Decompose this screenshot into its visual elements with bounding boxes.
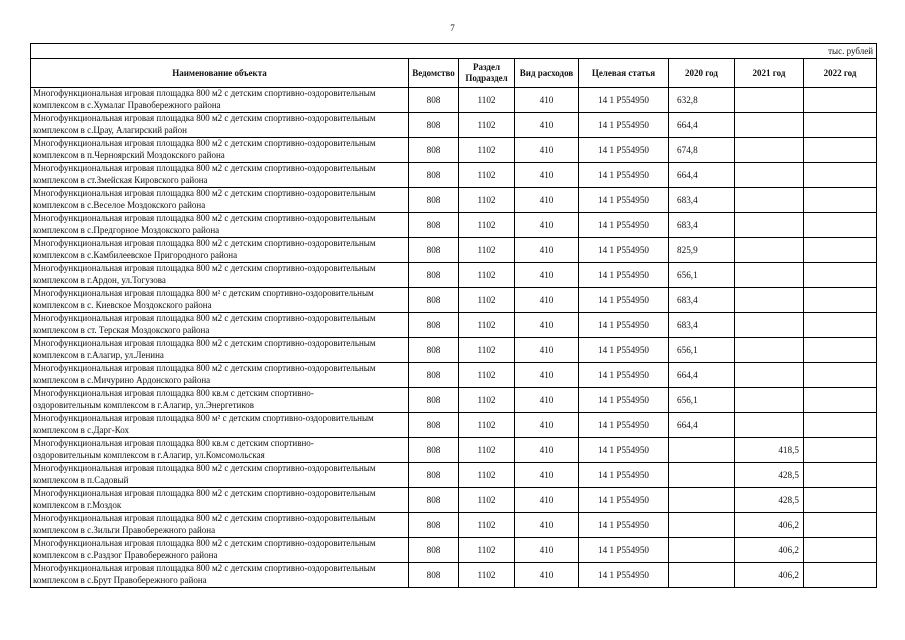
- cell-department: 808: [409, 138, 459, 163]
- cell-2021: [735, 338, 804, 363]
- cell-2022: [804, 163, 877, 188]
- cell-2021: [735, 213, 804, 238]
- cell-section: 1102: [459, 488, 515, 513]
- cell-2022: [804, 238, 877, 263]
- header-department: Ведомство: [409, 59, 459, 88]
- cell-2021: 418,5: [735, 438, 804, 463]
- table-row: [31, 338, 877, 363]
- cell-department: 808: [409, 163, 459, 188]
- table-row: [31, 413, 877, 438]
- cell-name: Многофункциональная игровая площадка 800 кв.м с детским спортивно- оздоровительным комплексом в г.Алагир, ул.Комсомольская: [31, 438, 409, 463]
- cell-2022: [804, 388, 877, 413]
- cell-2022: [804, 188, 877, 213]
- table-row: [31, 188, 877, 213]
- cell-section: 1102: [459, 213, 515, 238]
- cell-name: Многофункциональная игровая площадка 800 м2 с детским спортивно-оздоровительным комплексом в г.Алагир, ул.Ленина: [31, 338, 409, 363]
- cell-section: 1102: [459, 88, 515, 113]
- cell-expense-type: 410: [515, 563, 579, 588]
- cell-2021: [735, 88, 804, 113]
- cell-name: Многофункциональная игровая площадка 800 м2 с детским спортивно-оздоровительным комплексом в с.Предгорное Моздокского района: [31, 213, 409, 238]
- table-row: [31, 513, 877, 538]
- cell-name: Многофункциональная игровая площадка 800 м2 с детским спортивно-оздоровительным комплексом в г.Моздок: [31, 488, 409, 513]
- cell-department: 808: [409, 338, 459, 363]
- budget-table: [30, 43, 877, 588]
- cell-2020: [669, 488, 735, 513]
- cell-name: Многофункциональная игровая площадка 800 м² с детским спортивно-оздоровительным комплексом в с. Киевское Моздокского района: [31, 288, 409, 313]
- cell-2020: 825,9: [669, 238, 735, 263]
- cell-expense-type: 410: [515, 488, 579, 513]
- cell-2020: 683,4: [669, 188, 735, 213]
- cell-target-article: 14 1 P554950: [579, 438, 669, 463]
- cell-name: Многофункциональная игровая площадка 800 м2 с детским спортивно-оздоровительным комплексом в с.Црау, Алагирский район: [31, 113, 409, 138]
- cell-2022: [804, 538, 877, 563]
- cell-2022: [804, 288, 877, 313]
- cell-target-article: 14 1 P554950: [579, 363, 669, 388]
- header-2022: 2022 год: [804, 59, 877, 88]
- table-row: [31, 388, 877, 413]
- cell-section: 1102: [459, 238, 515, 263]
- cell-2020: 656,1: [669, 263, 735, 288]
- cell-2022: [804, 563, 877, 588]
- cell-department: 808: [409, 263, 459, 288]
- cell-name: Многофункциональная игровая площадка 800 м2 с детским спортивно-оздоровительным комплексом в с.Хумалаг Правобережного района: [31, 88, 409, 113]
- cell-section: 1102: [459, 563, 515, 588]
- cell-name: Многофункциональная игровая площадка 800 м2 с детским спортивно-оздоровительным комплексом в с.Брут Правобережного района: [31, 563, 409, 588]
- cell-2021: [735, 113, 804, 138]
- cell-department: 808: [409, 288, 459, 313]
- cell-2021: [735, 288, 804, 313]
- cell-section: 1102: [459, 438, 515, 463]
- cell-name: Многофункциональная игровая площадка 800 м2 с детским спортивно-оздоровительным комплексом в с.Раздзог Правобережного района: [31, 538, 409, 563]
- cell-department: 808: [409, 463, 459, 488]
- cell-department: 808: [409, 363, 459, 388]
- header-2020: 2020 год: [669, 59, 735, 88]
- cell-2020: [669, 513, 735, 538]
- header-row: [31, 59, 877, 88]
- cell-department: 808: [409, 438, 459, 463]
- cell-2022: [804, 138, 877, 163]
- cell-name: Многофункциональная игровая площадка 800 м2 с детским спортивно-оздоровительным комплексом в г.Ардон, ул.Тогузова: [31, 263, 409, 288]
- table-row: [31, 463, 877, 488]
- cell-2022: [804, 488, 877, 513]
- cell-department: 808: [409, 488, 459, 513]
- cell-department: 808: [409, 88, 459, 113]
- cell-2022: [804, 263, 877, 288]
- table-row: [31, 488, 877, 513]
- cell-target-article: 14 1 P554950: [579, 313, 669, 338]
- cell-department: 808: [409, 538, 459, 563]
- cell-expense-type: 410: [515, 263, 579, 288]
- cell-2020: [669, 563, 735, 588]
- cell-section: 1102: [459, 463, 515, 488]
- cell-2022: [804, 213, 877, 238]
- cell-2021: [735, 138, 804, 163]
- table-row: [31, 538, 877, 563]
- cell-expense-type: 410: [515, 188, 579, 213]
- cell-2020: [669, 463, 735, 488]
- cell-expense-type: 410: [515, 338, 579, 363]
- cell-2021: [735, 188, 804, 213]
- cell-2021: 428,5: [735, 463, 804, 488]
- cell-section: 1102: [459, 338, 515, 363]
- cell-expense-type: 410: [515, 238, 579, 263]
- cell-name: Многофункциональная игровая площадка 800 м² с детским спортивно-оздоровительным комплексом в с.Дарг-Кох: [31, 413, 409, 438]
- cell-target-article: 14 1 P554950: [579, 163, 669, 188]
- cell-2020: 664,4: [669, 413, 735, 438]
- cell-name: Многофункциональная игровая площадка 800 м2 с детским спортивно-оздоровительным комплексом в с.Веселое Моздокского района: [31, 188, 409, 213]
- cell-target-article: 14 1 P554950: [579, 238, 669, 263]
- units-row: [31, 44, 877, 59]
- cell-section: 1102: [459, 313, 515, 338]
- cell-2022: [804, 338, 877, 363]
- cell-expense-type: 410: [515, 363, 579, 388]
- header-target-article: Целевая статья: [579, 59, 669, 88]
- cell-2021: 406,2: [735, 538, 804, 563]
- cell-2020: [669, 438, 735, 463]
- cell-department: 808: [409, 563, 459, 588]
- cell-2022: [804, 463, 877, 488]
- cell-target-article: 14 1 P554950: [579, 88, 669, 113]
- cell-expense-type: 410: [515, 413, 579, 438]
- cell-expense-type: 410: [515, 88, 579, 113]
- cell-department: 808: [409, 313, 459, 338]
- cell-expense-type: 410: [515, 438, 579, 463]
- cell-name: Многофункциональная игровая площадка 800 кв.м с детским спортивно- оздоровительным комплексом в г.Алагир, ул.Энергетиков: [31, 388, 409, 413]
- cell-target-article: 14 1 P554950: [579, 213, 669, 238]
- cell-target-article: 14 1 P554950: [579, 188, 669, 213]
- table-row: [31, 263, 877, 288]
- cell-name: Многофункциональная игровая площадка 800 м2 с детским спортивно-оздоровительным комплексом в с.Зильги Правобережного района: [31, 513, 409, 538]
- cell-expense-type: 410: [515, 113, 579, 138]
- table-row: [31, 113, 877, 138]
- cell-2020: 664,4: [669, 113, 735, 138]
- cell-section: 1102: [459, 413, 515, 438]
- cell-department: 808: [409, 188, 459, 213]
- cell-2022: [804, 513, 877, 538]
- cell-expense-type: 410: [515, 163, 579, 188]
- cell-department: 808: [409, 213, 459, 238]
- cell-section: 1102: [459, 538, 515, 563]
- table-row: [31, 238, 877, 263]
- cell-target-article: 14 1 P554950: [579, 388, 669, 413]
- cell-section: 1102: [459, 288, 515, 313]
- cell-2020: 632,8: [669, 88, 735, 113]
- cell-2021: [735, 163, 804, 188]
- cell-2022: [804, 113, 877, 138]
- cell-2022: [804, 313, 877, 338]
- header-2021: 2021 год: [735, 59, 804, 88]
- cell-expense-type: 410: [515, 388, 579, 413]
- cell-2020: 664,4: [669, 163, 735, 188]
- table-row: [31, 313, 877, 338]
- table-row: [31, 563, 877, 588]
- cell-2021: [735, 363, 804, 388]
- cell-expense-type: 410: [515, 213, 579, 238]
- cell-2021: 406,2: [735, 513, 804, 538]
- cell-name: Многофункциональная игровая площадка 800 м2 с детским спортивно-оздоровительным комплексом в с.Камбилеевское Пригородного района: [31, 238, 409, 263]
- cell-2021: [735, 413, 804, 438]
- cell-target-article: 14 1 P554950: [579, 263, 669, 288]
- cell-section: 1102: [459, 138, 515, 163]
- cell-target-article: 14 1 P554950: [579, 413, 669, 438]
- cell-department: 808: [409, 113, 459, 138]
- cell-target-article: 14 1 P554950: [579, 488, 669, 513]
- header-expense-type: Вид расходов: [515, 59, 579, 88]
- cell-2021: 406,2: [735, 563, 804, 588]
- cell-name: Многофункциональная игровая площадка 800 м2 с детским спортивно-оздоровительным комплексом в п.Черноярский Моздокского района: [31, 138, 409, 163]
- cell-expense-type: 410: [515, 513, 579, 538]
- cell-2021: [735, 263, 804, 288]
- cell-section: 1102: [459, 513, 515, 538]
- units-label: тыс. рублей: [31, 44, 877, 59]
- cell-department: 808: [409, 238, 459, 263]
- cell-2021: [735, 388, 804, 413]
- cell-2022: [804, 413, 877, 438]
- cell-section: 1102: [459, 263, 515, 288]
- cell-2020: 656,1: [669, 388, 735, 413]
- cell-2021: 428,5: [735, 488, 804, 513]
- cell-2020: 674,8: [669, 138, 735, 163]
- cell-target-article: 14 1 P554950: [579, 113, 669, 138]
- header-section: Раздел Подраздел: [459, 59, 515, 88]
- cell-2020: 683,4: [669, 213, 735, 238]
- table-row: [31, 163, 877, 188]
- cell-2022: [804, 88, 877, 113]
- cell-2021: [735, 238, 804, 263]
- cell-department: 808: [409, 513, 459, 538]
- table-row: [31, 288, 877, 313]
- cell-2020: 656,1: [669, 338, 735, 363]
- cell-target-article: 14 1 P554950: [579, 288, 669, 313]
- cell-department: 808: [409, 388, 459, 413]
- cell-target-article: 14 1 P554950: [579, 538, 669, 563]
- cell-name: Многофункциональная игровая площадка 800 м2 с детским спортивно-оздоровительным комплексом в ст.Змейская Кировского района: [31, 163, 409, 188]
- cell-section: 1102: [459, 188, 515, 213]
- cell-section: 1102: [459, 163, 515, 188]
- cell-expense-type: 410: [515, 138, 579, 163]
- cell-expense-type: 410: [515, 538, 579, 563]
- cell-section: 1102: [459, 363, 515, 388]
- table-row: [31, 88, 877, 113]
- table-row: [31, 363, 877, 388]
- page-number: 7: [450, 23, 455, 33]
- cell-2020: 683,4: [669, 313, 735, 338]
- table-row: [31, 438, 877, 463]
- cell-2022: [804, 438, 877, 463]
- table-row: [31, 213, 877, 238]
- cell-2022: [804, 363, 877, 388]
- cell-target-article: 14 1 P554950: [579, 138, 669, 163]
- cell-section: 1102: [459, 388, 515, 413]
- cell-target-article: 14 1 P554950: [579, 463, 669, 488]
- cell-target-article: 14 1 P554950: [579, 513, 669, 538]
- cell-target-article: 14 1 P554950: [579, 338, 669, 363]
- cell-2020: 664,4: [669, 363, 735, 388]
- cell-expense-type: 410: [515, 288, 579, 313]
- cell-expense-type: 410: [515, 313, 579, 338]
- cell-2021: [735, 313, 804, 338]
- cell-target-article: 14 1 P554950: [579, 563, 669, 588]
- cell-section: 1102: [459, 113, 515, 138]
- cell-expense-type: 410: [515, 463, 579, 488]
- table-row: [31, 138, 877, 163]
- cell-name: Многофункциональная игровая площадка 800 м2 с детским спортивно-оздоровительным комплексом в ст. Терская Моздокского района: [31, 313, 409, 338]
- cell-name: Многофункциональная игровая площадка 800 м2 с детским спортивно-оздоровительным комплексом в с.Мичурино Ардонского района: [31, 363, 409, 388]
- header-name: Наименование объекта: [31, 59, 409, 88]
- cell-2020: 683,4: [669, 288, 735, 313]
- cell-name: Многофункциональная игровая площадка 800 м2 с детским спортивно-оздоровительным комплексом в п.Садовый: [31, 463, 409, 488]
- cell-2020: [669, 538, 735, 563]
- cell-department: 808: [409, 413, 459, 438]
